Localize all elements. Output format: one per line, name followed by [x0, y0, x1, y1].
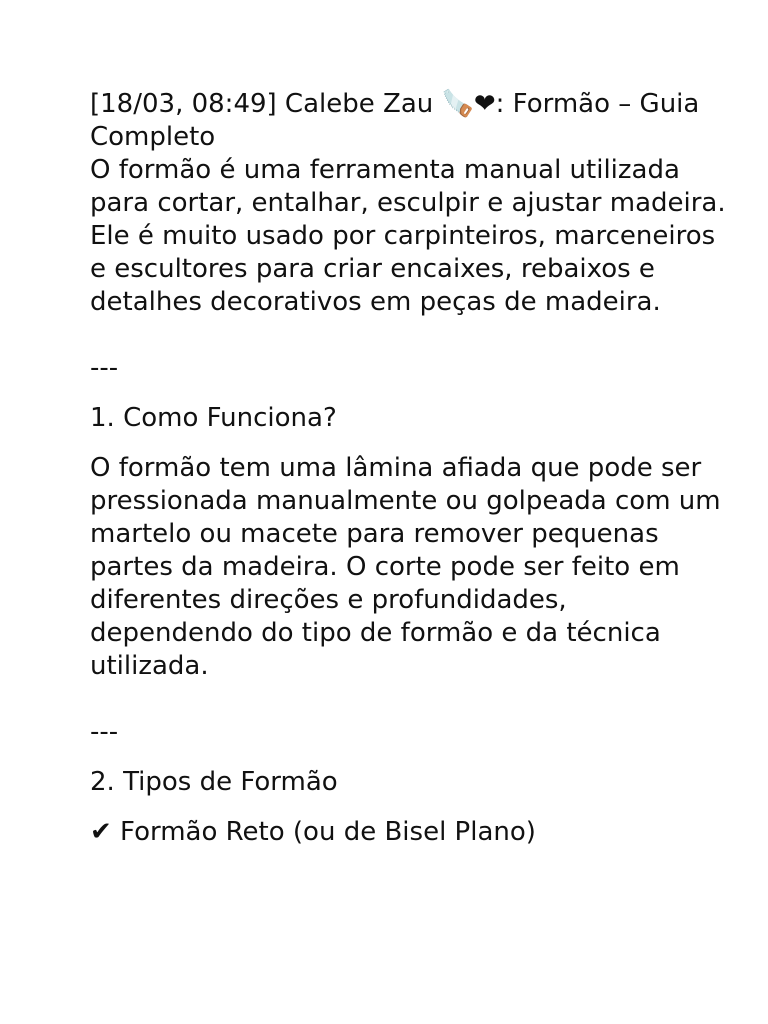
spacer — [90, 799, 730, 816]
section-2-item: ✔ Formão Reto (ou de Bisel Plano) — [90, 817, 536, 847]
spacer — [90, 749, 730, 766]
spacer — [90, 435, 730, 452]
section-1-title: 1. Como Funciona? — [90, 403, 337, 433]
spacer — [90, 683, 730, 716]
intro-paragraph: O formão é uma ferramenta manual utilizada para cortar, entalhar, esculpir e ajustar madeira. Ele é muito usado por carpinteiros, marceneiros e escultores para criar encaixes, rebaixos e detalhes decorativos em peças de madeira. — [90, 155, 734, 317]
section-1-body: O formão tem uma lâmina afiada que pode ser pressionada manualmente ou golpeada com um martelo ou macete para remover pequenas partes da madeira. O corte pode ser feito em diferentes direções e profundidades, dependendo do tipo de formão e da técnica utilizada. — [90, 453, 729, 681]
spacer — [90, 385, 730, 402]
section-2-title: 2. Tipos de Formão — [90, 767, 338, 797]
section-divider: --- — [90, 717, 119, 747]
message-header: [18/03, 08:49] Calebe Zau 🪚❤: Formão – Guia Completo — [90, 89, 708, 152]
message-document — [90, 88, 734, 849]
section-divider: --- — [90, 353, 119, 383]
spacer — [90, 319, 730, 352]
